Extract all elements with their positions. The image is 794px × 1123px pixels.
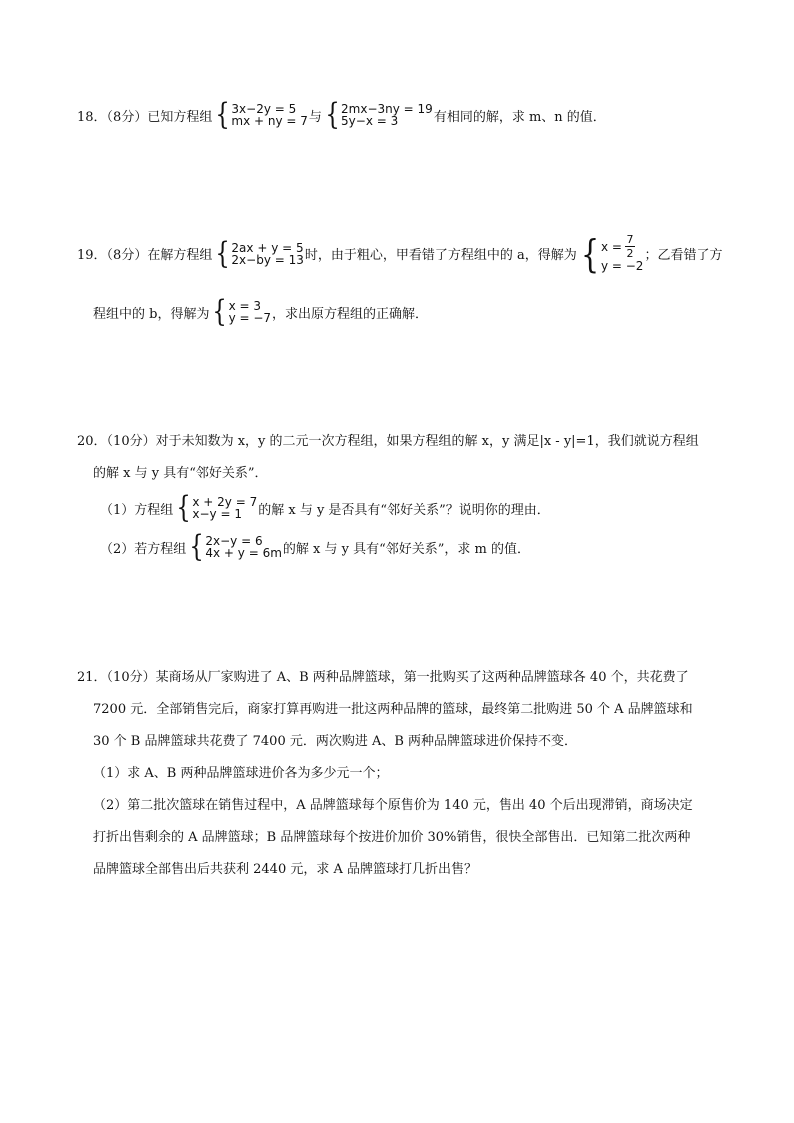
q19-sol1-y: y = −2 bbox=[600, 259, 644, 273]
left-brace-icon: { bbox=[325, 97, 340, 132]
q20-part-1 bbox=[100, 490, 550, 525]
q21-part-2-line-2: 打折出售剩余的 A 品牌篮球；B 品牌篮球每个按进价加价 30%销售，很快全部售出．已知第二批次两种 bbox=[93, 830, 691, 845]
q19-sol2-x: x = 3 bbox=[228, 299, 261, 313]
q21-text-2: 7200 元．全部销售完后，商家打算再购进一批这两种品牌的篮球，最终第二批购进 50 个 A 品牌篮球和 bbox=[93, 702, 693, 717]
q20-line-2 bbox=[93, 462, 268, 481]
q21-text-3: 30 个 B 品牌篮球共花费了 7400 元．两次购进 A、B 两种品牌篮球进价保持不变． bbox=[93, 734, 578, 749]
q19-sys-eq2: 2x−by = 13 bbox=[231, 252, 304, 267]
q19-line2-prefix: 程组中的 b，得解为 bbox=[93, 306, 210, 322]
q19-system bbox=[213, 235, 304, 271]
q21-part-2-line-1: （2）第二批次篮球在销售过程中，A 品牌篮球每个原售价为 140 元，售出 40 个后出现滞销，商场决定 bbox=[93, 798, 693, 813]
left-brace-icon: { bbox=[215, 97, 231, 132]
q21-line bbox=[93, 730, 577, 749]
left-brace-icon: { bbox=[580, 231, 599, 276]
q20-text-1: 20．（10分）对于未知数为 x，y 的二元一次方程组，如果方程组的解 x，y 满足|x - y|=1，我们就说方程组 bbox=[77, 434, 699, 449]
q20-p2-prefix: （2）若方程组 bbox=[100, 541, 187, 557]
left-brace-icon: { bbox=[215, 235, 231, 271]
q19-sol1-denominator: 2 bbox=[626, 247, 634, 260]
q19-line-2 bbox=[93, 294, 429, 329]
q19-line2-suffix: ，求出原方程组的正确解． bbox=[272, 306, 429, 322]
q20-p2-system bbox=[187, 529, 282, 564]
q19-solution-1 bbox=[578, 231, 644, 276]
q19-sol1-numerator: 7 bbox=[626, 233, 634, 246]
q18-prefix: 18．（8分）已知方程组 bbox=[77, 109, 213, 125]
q18-system-1 bbox=[213, 97, 308, 132]
left-brace-icon: { bbox=[189, 529, 204, 564]
q20-p1-eq2: x−y = 1 bbox=[192, 507, 242, 521]
q19-text2: ；乙看错了方 bbox=[644, 248, 723, 263]
q18-line bbox=[77, 97, 606, 132]
q18-mid: 与 bbox=[308, 109, 322, 125]
q19-sys-eq1: 2ax + y = 5 bbox=[231, 240, 304, 255]
q21-line bbox=[77, 666, 689, 685]
q18-system-2 bbox=[323, 97, 433, 132]
q20-p1-prefix: （1）方程组 bbox=[100, 502, 174, 518]
q18-sys2-eq2: 5y−x = 3 bbox=[341, 114, 399, 128]
left-brace-icon: { bbox=[176, 490, 191, 525]
q19-solution-2 bbox=[210, 294, 272, 329]
q18-sys1-eq1: 3x−2y = 5 bbox=[231, 102, 297, 116]
q19-sol1-fraction bbox=[625, 234, 635, 259]
q19-line-1 bbox=[77, 231, 723, 276]
q19-prefix: 19．（8分）在解方程组 bbox=[77, 248, 213, 263]
q21-line bbox=[93, 826, 690, 845]
q21-text-1: 21．（10分）某商场从厂家购进了 A、B 两种品牌篮球，第一批购买了这两种品牌篮球各 40 个，共花费了 bbox=[77, 670, 689, 685]
q20-p1-suffix: 的解 x 与 y 是否具有“邻好关系”？说明你的理由． bbox=[258, 502, 550, 518]
q18-suffix: 有相同的解，求 m、n 的值． bbox=[433, 109, 606, 125]
q21-part-2-line-3: 品牌篮球全部售出后共获利 2440 元，求 A 品牌篮球打几折出售？ bbox=[93, 862, 478, 877]
q19-sol2-y: y = −7 bbox=[228, 311, 272, 325]
q21-line bbox=[93, 858, 477, 877]
left-brace-icon: { bbox=[212, 294, 228, 329]
q19-text1: 时，由于粗心，甲看错了方程组中的 a，得解为 bbox=[304, 248, 577, 263]
q21-line bbox=[93, 698, 693, 717]
q20-p2-eq2: 4x + y = 6m bbox=[205, 546, 282, 560]
q19-sol1-x bbox=[601, 234, 643, 259]
q18-sys1-eq2: mx + ny = 7 bbox=[231, 114, 308, 128]
q20-text-2: 的解 x 与 y 具有“邻好关系”． bbox=[93, 466, 268, 481]
q20-p2-suffix: 的解 x 与 y 具有“邻好关系”，求 m 的值． bbox=[282, 541, 530, 557]
q21-part-1: （1）求 A、B 两种品牌篮球进价各为多少元一个； bbox=[93, 766, 389, 781]
q20-p2-eq1: 2x−y = 6 bbox=[205, 534, 263, 548]
q20-p1-eq1: x + 2y = 7 bbox=[192, 495, 258, 509]
q19-sol1-x-lhs: x = bbox=[600, 239, 622, 254]
q21-line bbox=[93, 794, 693, 813]
q18-sys2-eq1: 2mx−3ny = 19 bbox=[341, 102, 433, 116]
q20-p1-system bbox=[174, 490, 258, 525]
q21-line bbox=[93, 762, 388, 781]
q20-line-1 bbox=[77, 430, 699, 449]
q20-part-2 bbox=[100, 529, 530, 564]
